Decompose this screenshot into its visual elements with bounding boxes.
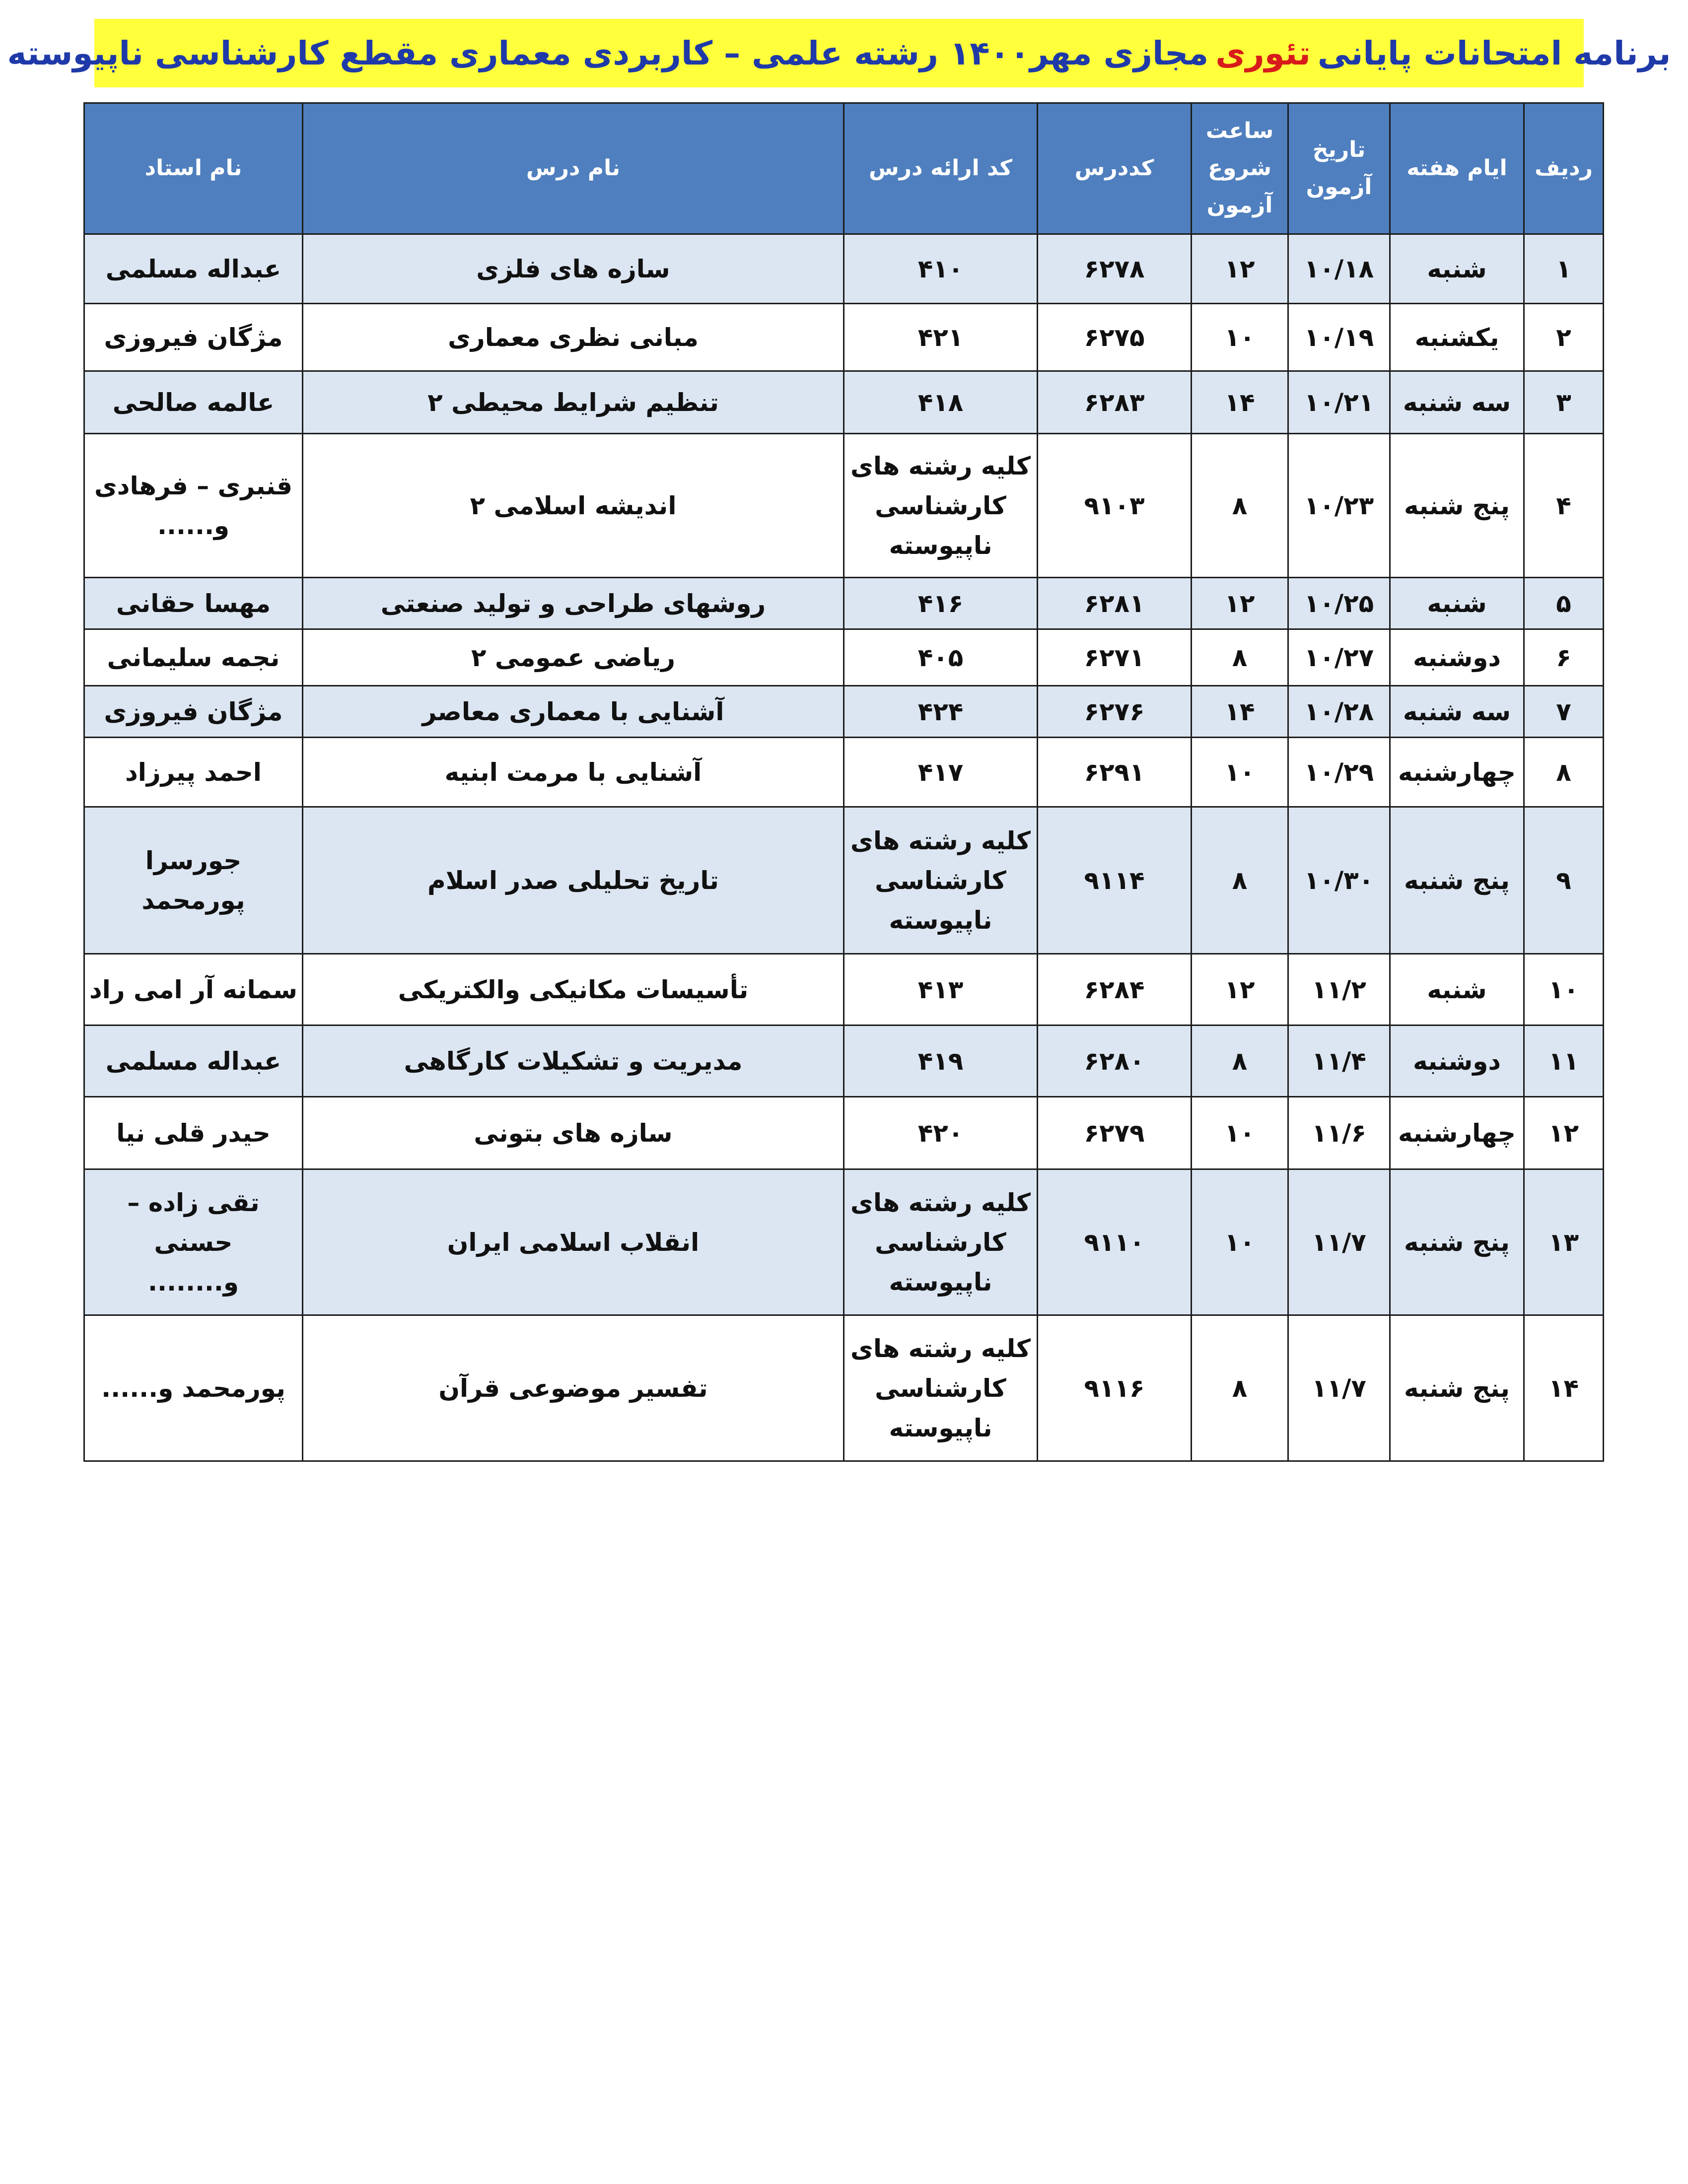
cell-row-number: ۴ <box>1524 434 1604 578</box>
cell-weekday: پنج شنبه <box>1390 434 1524 578</box>
cell-instructor: سمانه آر امی راد <box>84 954 303 1025</box>
cell-instructor: عبداله مسلمی <box>84 234 303 304</box>
cell-course-code: ۶۲۷۵ <box>1038 304 1192 371</box>
cell-instructor: تقی زاده – حسنی و........ <box>84 1169 303 1315</box>
cell-course-name: ریاضی عمومی ۲ <box>303 629 844 686</box>
cell-course-name: آشنایی با مرمت ابنیه <box>303 738 844 807</box>
cell-offering-code: ۴۱۰ <box>844 234 1038 304</box>
cell-start-time: ۱۰ <box>1192 304 1288 371</box>
header-start-time: ساعت شروع آزمون <box>1192 103 1288 234</box>
table-row <box>84 1169 1604 1315</box>
cell-exam-date: ۱۰/۲۸ <box>1288 686 1390 738</box>
cell-instructor: مهسا حقانی <box>84 578 303 629</box>
cell-start-time: ۱۰ <box>1192 1169 1288 1315</box>
cell-instructor: جورسرا پورمحمد <box>84 807 303 954</box>
cell-course-code: ۶۲۷۶ <box>1038 686 1192 738</box>
cell-instructor: قنبری – فرهادی و...... <box>84 434 303 578</box>
header-weekday: ایام هفته <box>1390 103 1524 234</box>
cell-instructor: عالمه صالحی <box>84 371 303 434</box>
cell-exam-date: ۱۱/۲ <box>1288 954 1390 1025</box>
table-row <box>84 304 1604 371</box>
cell-exam-date: ۱۰/۲۷ <box>1288 629 1390 686</box>
table-row <box>84 1315 1604 1461</box>
cell-weekday: دوشنبه <box>1390 1025 1524 1097</box>
cell-course-name: انقلاب اسلامی ایران <box>303 1169 844 1315</box>
exam-schedule-table <box>83 102 1604 1462</box>
table-row <box>84 629 1604 686</box>
cell-instructor: مژگان فیروزی <box>84 686 303 738</box>
cell-offering-code: کلیه رشته های کارشناسی ناپیوسته <box>844 434 1038 578</box>
cell-exam-date: ۱۰/۲۳ <box>1288 434 1390 578</box>
title-text-part1: برنامه امتحانات پایانی <box>1317 34 1671 72</box>
cell-course-name: سازه های بتونی <box>303 1097 844 1169</box>
table-row <box>84 807 1604 954</box>
table-row <box>84 371 1604 434</box>
cell-instructor: عبداله مسلمی <box>84 1025 303 1097</box>
cell-course-name: تأسیسات مکانیکی والکتریکی <box>303 954 844 1025</box>
cell-exam-date: ۱۰/۲۹ <box>1288 738 1390 807</box>
cell-start-time: ۱۰ <box>1192 738 1288 807</box>
cell-instructor: احمد پیرزاد <box>84 738 303 807</box>
cell-offering-code: کلیه رشته های کارشناسی ناپیوسته <box>844 1315 1038 1461</box>
cell-offering-code: ۴۱۶ <box>844 578 1038 629</box>
cell-course-code: ۶۲۸۳ <box>1038 371 1192 434</box>
table-row <box>84 738 1604 807</box>
cell-exam-date: ۱۰/۱۸ <box>1288 234 1390 304</box>
cell-row-number: ۷ <box>1524 686 1604 738</box>
cell-row-number: ۱۰ <box>1524 954 1604 1025</box>
cell-start-time: ۱۲ <box>1192 954 1288 1025</box>
cell-course-code: ۶۲۷۱ <box>1038 629 1192 686</box>
cell-course-name: آشنایی با معماری معاصر <box>303 686 844 738</box>
cell-course-name: سازه های فلزی <box>303 234 844 304</box>
cell-row-number: ۳ <box>1524 371 1604 434</box>
cell-offering-code: کلیه رشته های کارشناسی ناپیوسته <box>844 807 1038 954</box>
cell-offering-code: کلیه رشته های کارشناسی ناپیوسته <box>844 1169 1038 1315</box>
cell-course-code: ۹۱۰۳ <box>1038 434 1192 578</box>
cell-weekday: پنج شنبه <box>1390 1315 1524 1461</box>
cell-exam-date: ۱۱/۷ <box>1288 1315 1390 1461</box>
table-row <box>84 1097 1604 1169</box>
cell-exam-date: ۱۱/۴ <box>1288 1025 1390 1097</box>
cell-start-time: ۸ <box>1192 629 1288 686</box>
cell-start-time: ۱۴ <box>1192 686 1288 738</box>
header-exam-date: تاریخ آزمون <box>1288 103 1390 234</box>
cell-course-name: تنظیم شرایط محیطی ۲ <box>303 371 844 434</box>
cell-start-time: ۸ <box>1192 1315 1288 1461</box>
cell-row-number: ۱۴ <box>1524 1315 1604 1461</box>
cell-start-time: ۸ <box>1192 807 1288 954</box>
cell-instructor: نجمه سلیمانی <box>84 629 303 686</box>
cell-offering-code: ۴۲۴ <box>844 686 1038 738</box>
cell-row-number: ۱ <box>1524 234 1604 304</box>
cell-start-time: ۸ <box>1192 1025 1288 1097</box>
cell-weekday: چهارشنبه <box>1390 1097 1524 1169</box>
cell-row-number: ۱۳ <box>1524 1169 1604 1315</box>
cell-start-time: ۱۲ <box>1192 578 1288 629</box>
cell-weekday: چهارشنبه <box>1390 738 1524 807</box>
cell-offering-code: ۴۱۳ <box>844 954 1038 1025</box>
cell-exam-date: ۱۱/۷ <box>1288 1169 1390 1315</box>
table-row <box>84 954 1604 1025</box>
cell-course-code: ۹۱۱۶ <box>1038 1315 1192 1461</box>
cell-row-number: ۲ <box>1524 304 1604 371</box>
cell-course-code: ۶۲۸۴ <box>1038 954 1192 1025</box>
cell-weekday: شنبه <box>1390 234 1524 304</box>
cell-course-name: تفسیر موضوعی قرآن <box>303 1315 844 1461</box>
cell-start-time: ۱۲ <box>1192 234 1288 304</box>
cell-instructor: مژگان فیروزی <box>84 304 303 371</box>
header-course-code: کددرس <box>1038 103 1192 234</box>
table-row <box>84 234 1604 304</box>
cell-weekday: دوشنبه <box>1390 629 1524 686</box>
cell-start-time: ۸ <box>1192 434 1288 578</box>
cell-course-code: ۶۲۸۱ <box>1038 578 1192 629</box>
cell-course-name: روشهای طراحی و تولید صنعتی <box>303 578 844 629</box>
cell-offering-code: ۴۰۵ <box>844 629 1038 686</box>
cell-instructor: حیدر قلی نیا <box>84 1097 303 1169</box>
cell-weekday: سه شنبه <box>1390 686 1524 738</box>
cell-weekday: شنبه <box>1390 954 1524 1025</box>
cell-instructor: پورمحمد و...... <box>84 1315 303 1461</box>
cell-offering-code: ۴۱۸ <box>844 371 1038 434</box>
table-row <box>84 686 1604 738</box>
cell-weekday: پنج شنبه <box>1390 807 1524 954</box>
cell-course-name: مدیریت و تشکیلات کارگاهی <box>303 1025 844 1097</box>
cell-course-code: ۶۲۹۱ <box>1038 738 1192 807</box>
cell-weekday: پنج شنبه <box>1390 1169 1524 1315</box>
title-highlight-word: تئوری <box>1215 34 1311 72</box>
cell-exam-date: ۱۰/۱۹ <box>1288 304 1390 371</box>
cell-weekday: سه شنبه <box>1390 371 1524 434</box>
cell-start-time: ۱۰ <box>1192 1097 1288 1169</box>
cell-row-number: ۱۲ <box>1524 1097 1604 1169</box>
cell-course-code: ۶۲۷۸ <box>1038 234 1192 304</box>
header-offering-code: کد ارائه درس <box>844 103 1038 234</box>
page-title-banner <box>7 19 1671 87</box>
cell-course-name: مبانی نظری معماری <box>303 304 844 371</box>
cell-course-code: ۶۲۸۰ <box>1038 1025 1192 1097</box>
cell-row-number: ۹ <box>1524 807 1604 954</box>
cell-row-number: ۵ <box>1524 578 1604 629</box>
header-course-name: نام درس <box>303 103 844 234</box>
header-instructor: نام استاد <box>84 103 303 234</box>
cell-weekday: شنبه <box>1390 578 1524 629</box>
cell-offering-code: ۴۲۱ <box>844 304 1038 371</box>
table-header-row <box>84 103 1604 234</box>
header-row-number: ردیف <box>1524 103 1604 234</box>
cell-row-number: ۸ <box>1524 738 1604 807</box>
table-body <box>84 234 1604 1461</box>
cell-weekday: یکشنبه <box>1390 304 1524 371</box>
table-row <box>84 1025 1604 1097</box>
table-row <box>84 434 1604 578</box>
cell-exam-date: ۱۰/۲۵ <box>1288 578 1390 629</box>
cell-exam-date: ۱۰/۲۱ <box>1288 371 1390 434</box>
cell-course-code: ۹۱۱۰ <box>1038 1169 1192 1315</box>
cell-row-number: ۱۱ <box>1524 1025 1604 1097</box>
cell-course-name: اندیشه اسلامی ۲ <box>303 434 844 578</box>
cell-start-time: ۱۴ <box>1192 371 1288 434</box>
cell-offering-code: ۴۱۷ <box>844 738 1038 807</box>
cell-exam-date: ۱۱/۶ <box>1288 1097 1390 1169</box>
cell-course-name: تاریخ تحلیلی صدر اسلام <box>303 807 844 954</box>
table-row <box>84 578 1604 629</box>
cell-row-number: ۶ <box>1524 629 1604 686</box>
cell-offering-code: ۴۲۰ <box>844 1097 1038 1169</box>
cell-course-code: ۶۲۷۹ <box>1038 1097 1192 1169</box>
cell-offering-code: ۴۱۹ <box>844 1025 1038 1097</box>
cell-exam-date: ۱۰/۳۰ <box>1288 807 1390 954</box>
title-text-part2: مجازی مهر۱۴۰۰ رشته علمی – کاربردی معماری مقطع کارشناسی ناپیوسته <box>7 34 1209 72</box>
cell-course-code: ۹۱۱۴ <box>1038 807 1192 954</box>
